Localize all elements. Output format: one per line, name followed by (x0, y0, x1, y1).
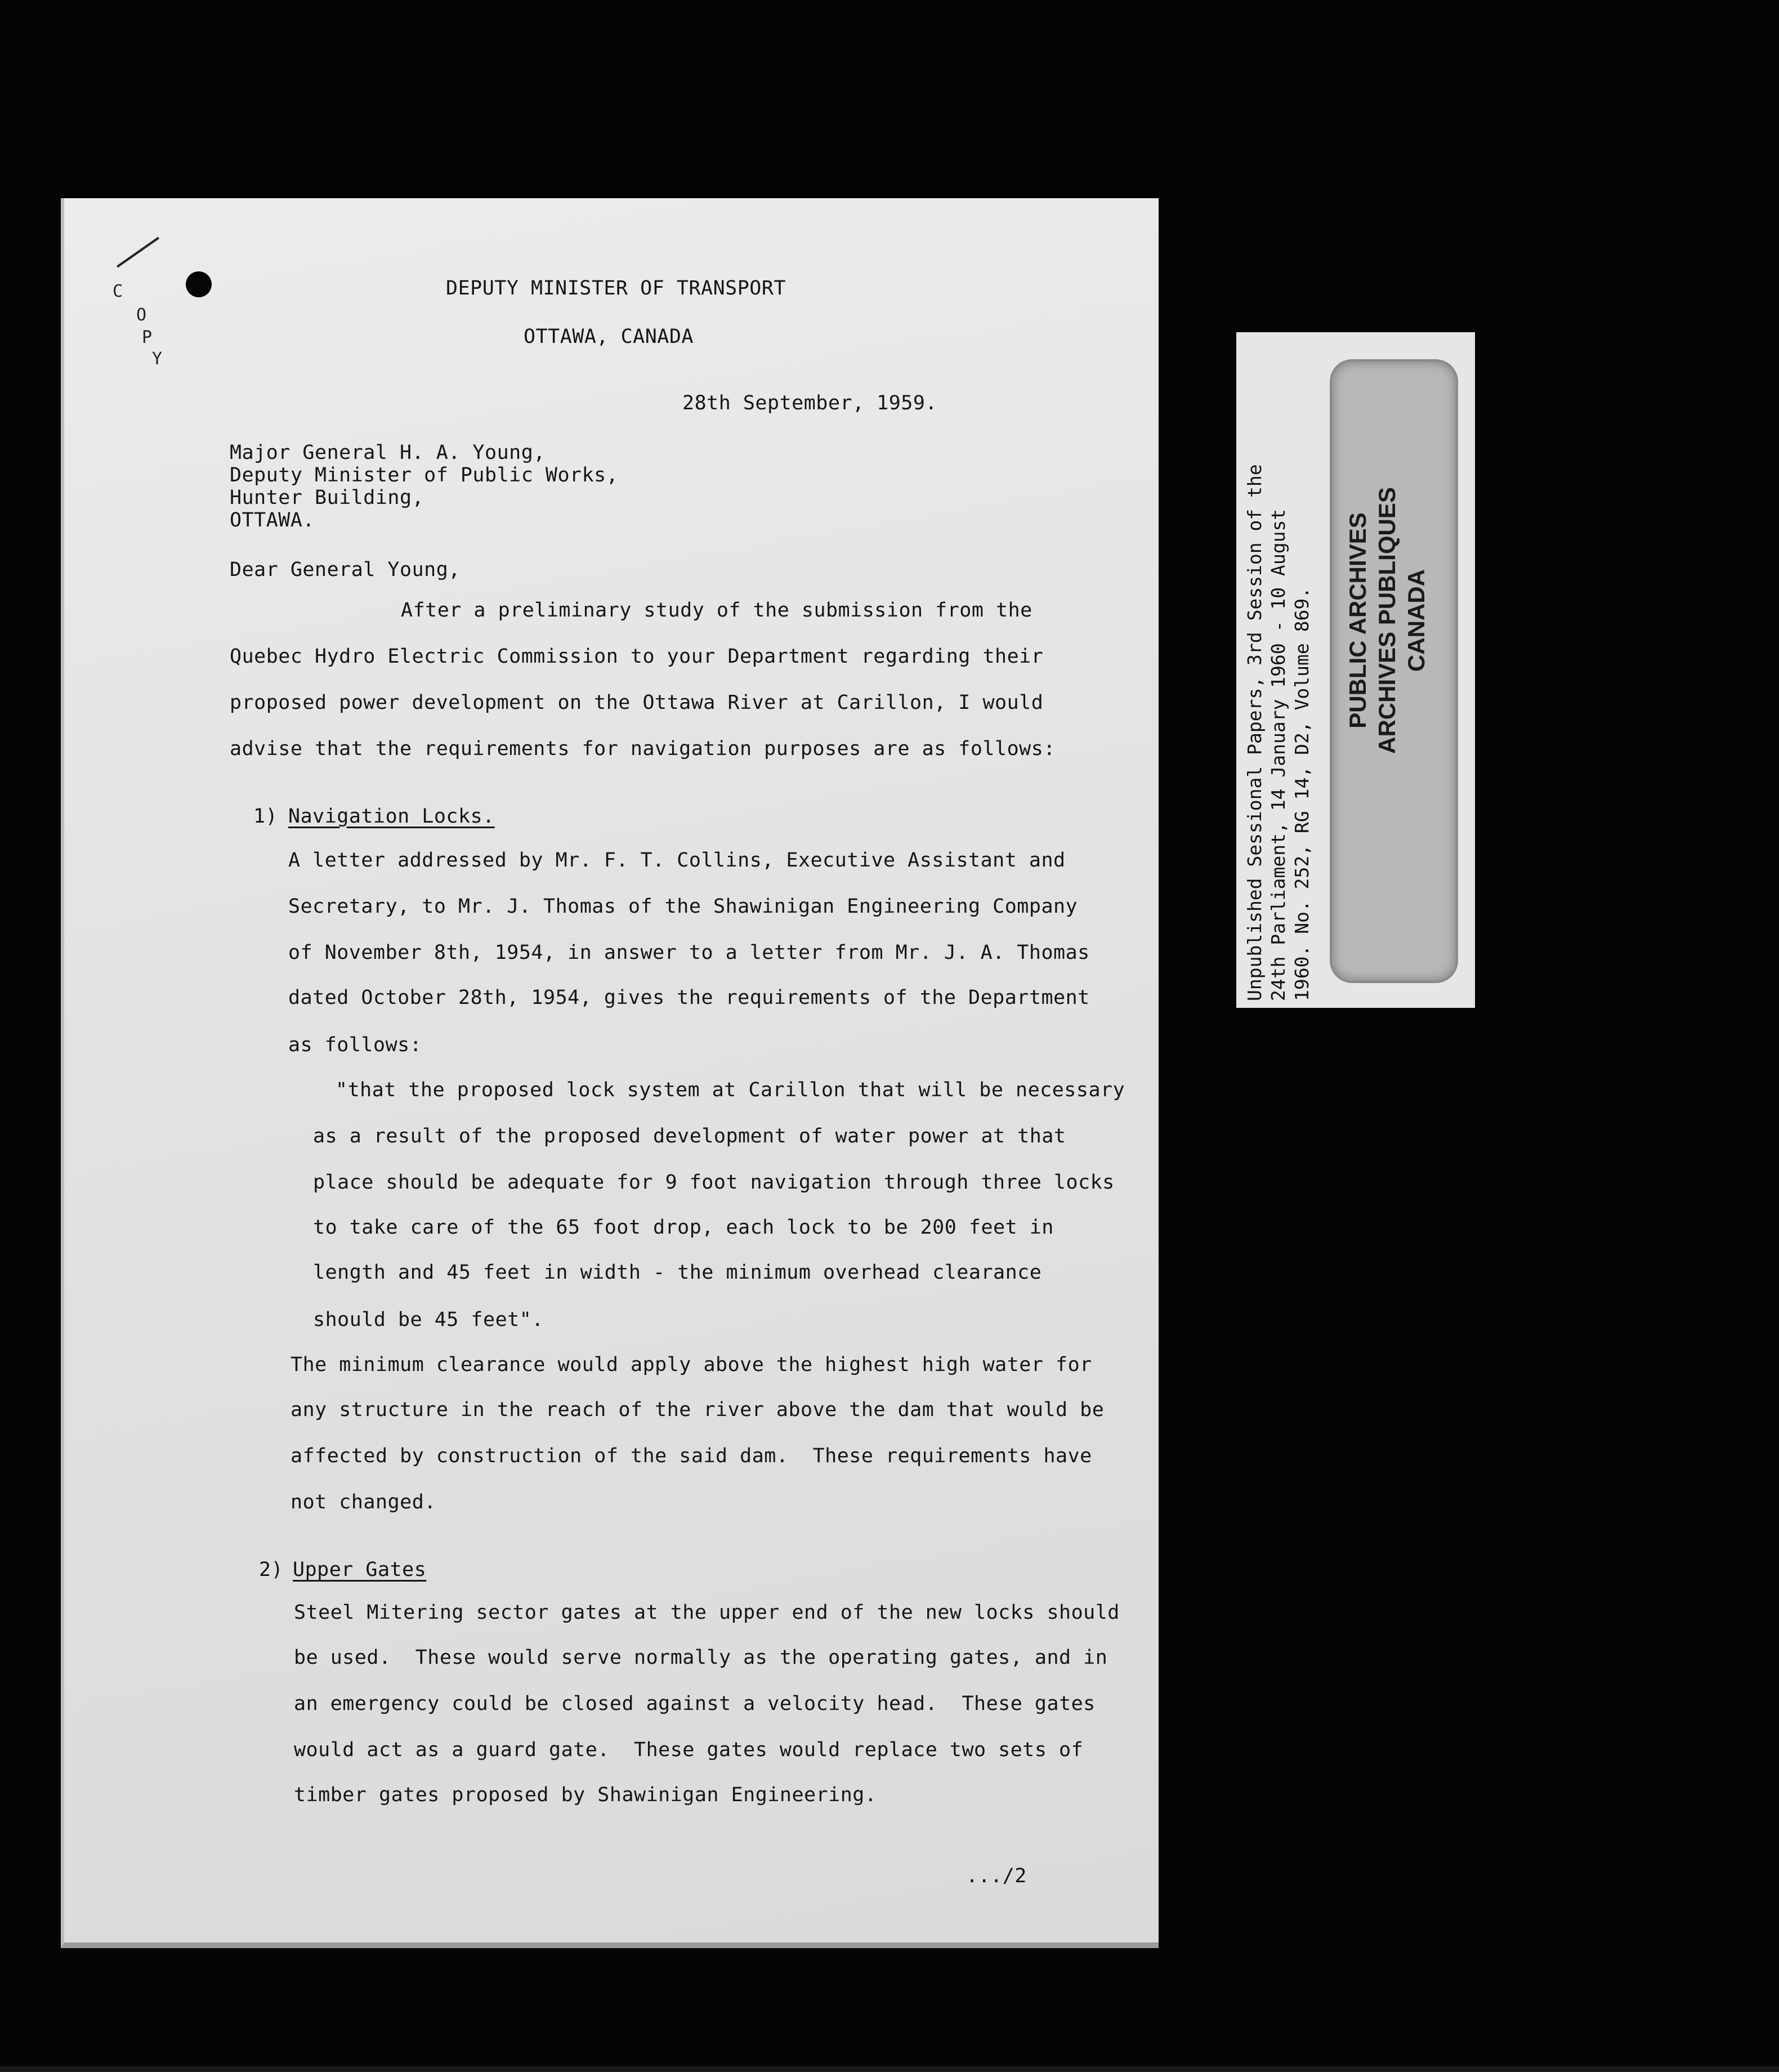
archive-label (1236, 332, 1475, 1008)
body-line: be used. These would serve normally as the operating gates, and in (294, 1646, 1108, 1669)
body-line: The minimum clearance would apply above the highest high water for (290, 1354, 1092, 1376)
section-number: 1) (253, 805, 278, 828)
copy-letter: P (142, 328, 153, 347)
quote-line: should be 45 feet". (313, 1309, 544, 1331)
body-line: of November 8th, 1954, in answer to a letter from Mr. J. A. Thomas (288, 941, 1090, 964)
archives-stamp (1330, 359, 1458, 983)
citation-line: 1960. No. 252, RG 14, D2, Volume 869. (1291, 587, 1313, 1001)
body-line: any structure in the reach of the river above the dam that would be (290, 1399, 1105, 1421)
recipient-line: Hunter Building, (230, 486, 424, 509)
quote-line: as a result of the proposed development of water power at that (313, 1125, 1066, 1147)
salutation: Dear General Young, (230, 559, 461, 581)
quote-line: "that the proposed lock system at Carillon that will be necessary (336, 1079, 1125, 1101)
punch-hole (186, 271, 212, 297)
body-line: would act as a guard gate. These gates would replace two sets of (294, 1739, 1084, 1761)
stamp-line: CANADA (1403, 569, 1429, 672)
recipient-line: Major General H. A. Young, (230, 441, 546, 464)
quote-line: length and 45 feet in width - the minimum overhead clearance (313, 1261, 1042, 1284)
body-line: dated October 28th, 1954, gives the requirements of the Department (288, 986, 1090, 1009)
recipient-line: Deputy Minister of Public Works, (230, 464, 619, 486)
letterhead-city: OTTAWA, CANADA (524, 325, 694, 348)
citation-line: 24th Parliament, 14 January 1960 - 10 August (1267, 508, 1289, 1001)
body-line: After a preliminary study of the submission from the (401, 599, 1032, 622)
body-line: affected by construction of the said dam. These requirements have (290, 1445, 1092, 1467)
body-line: Quebec Hydro Electric Commission to your Department regarding their (230, 645, 1044, 668)
copy-letter: Y (152, 349, 163, 369)
body-line: advise that the requirements for navigation purposes are as follows: (230, 738, 1056, 760)
body-line: timber gates proposed by Shawinigan Engineering. (294, 1784, 877, 1806)
quote-line: place should be adequate for 9 foot navigation through three locks (313, 1171, 1115, 1194)
body-line: as follows: (288, 1034, 422, 1056)
stamp-line: PUBLIC ARCHIVES (1344, 512, 1371, 729)
recipient-line: OTTAWA. (230, 509, 315, 532)
scan-edge (0, 2066, 1779, 2072)
body-line: A letter addressed by Mr. F. T. Collins, Executive Assistant and (288, 849, 1066, 872)
archive-citation (1243, 339, 1333, 1001)
body-line: Steel Mitering sector gates at the upper end of the new locks should (294, 1601, 1120, 1624)
section-heading: Navigation Locks. (288, 805, 495, 828)
section-heading: Upper Gates (293, 1559, 427, 1581)
body-line: an emergency could be closed against a velocity head. These gates (294, 1693, 1096, 1715)
letter-date: 28th September, 1959. (682, 392, 938, 414)
quote-line: to take care of the 65 foot drop, each lock to be 200 feet in (313, 1216, 1054, 1239)
body-line: not changed. (290, 1491, 436, 1513)
letterhead-org: DEPUTY MINISTER OF TRANSPORT (446, 277, 786, 300)
copy-letter: C (113, 282, 123, 301)
section-number: 2) (259, 1559, 284, 1581)
letter-page (61, 198, 1159, 1948)
body-line: proposed power development on the Ottawa River at Carillon, I would (230, 691, 1044, 714)
page-continuation: .../2 (966, 1865, 1027, 1887)
stamp-line: ARCHIVES PUBLIQUES (1374, 487, 1400, 754)
citation-line: Unpublished Sessional Papers, 3rd Session of the (1244, 464, 1266, 1001)
copy-letter: O (136, 305, 147, 325)
body-line: Secretary, to Mr. J. Thomas of the Shawinigan Engineering Company (288, 895, 1078, 918)
